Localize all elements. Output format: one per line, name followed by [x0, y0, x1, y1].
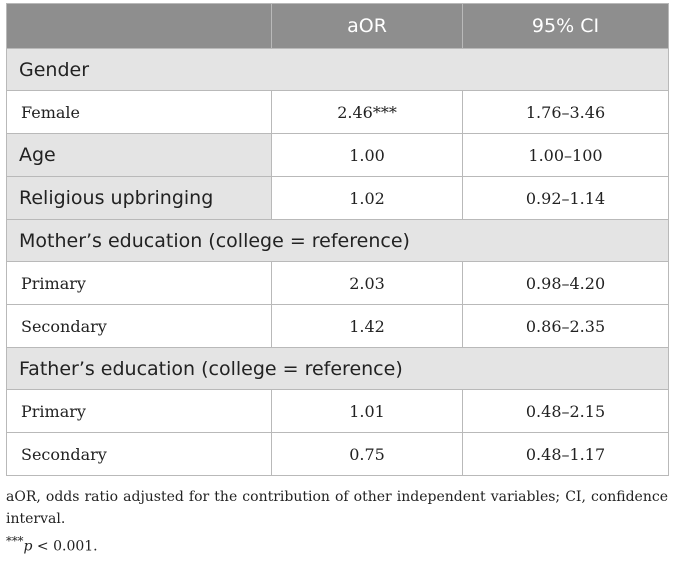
- row-label: Female: [7, 91, 272, 134]
- ci-value: 1.76–3.46: [463, 91, 669, 134]
- section-mother-education: [7, 220, 669, 262]
- table-row: [7, 390, 669, 433]
- row-label: Secondary: [7, 433, 272, 476]
- row-label: Age: [7, 134, 272, 177]
- header-aor: aOR: [272, 4, 463, 49]
- ci-value: 0.86–2.35: [463, 305, 669, 348]
- aor-value: 1.00: [272, 134, 463, 177]
- table-row: [7, 433, 669, 476]
- significance-footnote: [6, 530, 668, 558]
- section-gender: [7, 49, 669, 91]
- section-label: Gender: [7, 49, 669, 91]
- aor-value: 1.42: [272, 305, 463, 348]
- section-father-education: [7, 348, 669, 390]
- ci-value: 0.92–1.14: [463, 177, 669, 220]
- aor-value: 0.75: [272, 433, 463, 476]
- row-label: Secondary: [7, 305, 272, 348]
- odds-ratio-table: [6, 3, 669, 476]
- row-label: Primary: [7, 262, 272, 305]
- table-row: [7, 134, 669, 177]
- section-label: Father’s education (college = reference): [7, 348, 669, 390]
- table-footnotes: [6, 486, 668, 558]
- abbreviation-footnote: aOR, odds ratio adjusted for the contribution of other independent variables; CI, confidence interval.: [6, 489, 668, 527]
- row-label: Religious upbringing: [7, 177, 272, 220]
- p-threshold: < 0.001.: [32, 538, 98, 555]
- ci-value: 0.98–4.20: [463, 262, 669, 305]
- row-label: Primary: [7, 390, 272, 433]
- table-row: [7, 177, 669, 220]
- p-symbol: p: [23, 538, 33, 555]
- ci-value: 0.48–2.15: [463, 390, 669, 433]
- table-row: [7, 305, 669, 348]
- odds-ratio-table-container: [6, 3, 668, 476]
- aor-value: 2.03: [272, 262, 463, 305]
- ci-value: 0.48–1.17: [463, 433, 669, 476]
- ci-value: 1.00–100: [463, 134, 669, 177]
- aor-value: 1.01: [272, 390, 463, 433]
- section-label: Mother’s education (college = reference): [7, 220, 669, 262]
- table-row: [7, 91, 669, 134]
- aor-value: 1.02: [272, 177, 463, 220]
- significance-mark: ***: [6, 534, 24, 548]
- header-blank: [7, 4, 272, 49]
- header-ci: 95% CI: [463, 4, 669, 49]
- table-header-row: [7, 4, 669, 49]
- table-row: [7, 262, 669, 305]
- aor-value: 2.46***: [272, 91, 463, 134]
